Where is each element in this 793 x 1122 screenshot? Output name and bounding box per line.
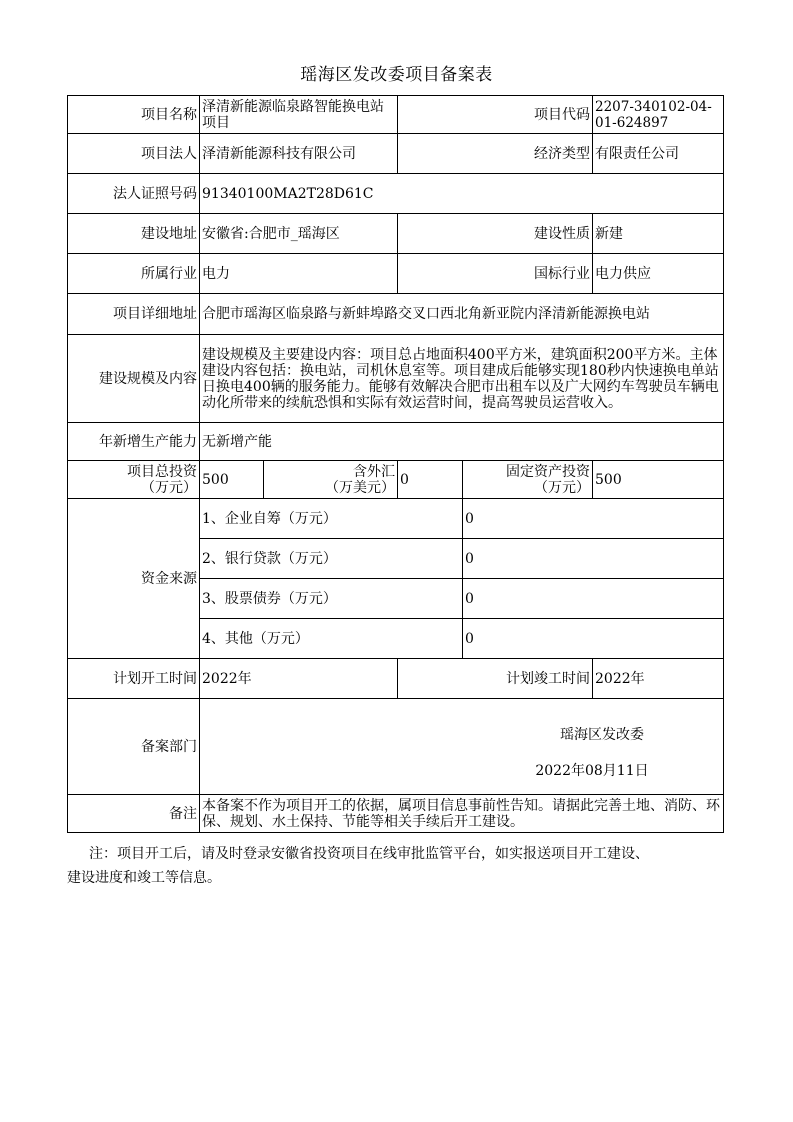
row-schedule [68,659,724,699]
fixed-assets-value: 500 [593,461,724,499]
planned-finish-value: 2022年 [593,659,724,699]
national-industry-value: 电力供应 [593,254,724,294]
row-scale [68,335,724,423]
license-label: 法人证照号码 [68,174,200,214]
total-investment-label-line1: 项目总投资 [127,463,197,480]
fixed-assets-label-line1: 固定资产投资 [506,463,590,480]
scale-value: 建设规模及主要建设内容：项目总占地面积400平方米，建筑面积200平方米。主体建设内容包括：换电站，司机休息室等。项目建成后能够实现180秒内快速换电单站日换电400辆的服务能力。能够有效解决合肥市出租车以及广大网约车驾驶员车辆电动化所带来的续航恐惧和实际有效运营时间，提高驾驶员运营收入。 [200,335,724,423]
capacity-label: 年新增生产能力 [68,423,200,461]
funding-item-value: 0 [463,579,724,619]
row-remark [68,795,724,833]
row-legal-person [68,134,724,174]
funding-item-value: 0 [463,499,724,539]
row-project-name [68,96,724,134]
location-value: 安徽省:合肥市_瑶海区 [200,214,398,254]
planned-finish-label: 计划竣工时间 [398,659,593,699]
industry-value: 电力 [200,254,398,294]
address-label: 项目详细地址 [68,294,200,335]
footnote-line1: 注：项目开工后，请及时登录安徽省投资项目在线审批监管平台，如实报送项目开工建设、 [89,846,649,862]
filing-date: 2022年08月11日 [535,763,649,779]
planned-start-value: 2022年 [200,659,398,699]
location-label: 建设地址 [68,214,200,254]
row-investment [68,461,724,499]
total-investment-value: 500 [200,461,264,499]
legal-person-value: 泽清新能源科技有限公司 [200,134,398,174]
remark-label: 备注 [68,795,200,833]
scale-label: 建设规模及内容 [68,335,200,423]
row-industry [68,254,724,294]
funding-item-label: 1、企业自筹（万元） [200,499,463,539]
industry-label: 所属行业 [68,254,200,294]
foreign-exchange-label-line1: 含外汇 [353,463,395,480]
license-value: 91340100MA2T28D61C [200,174,724,214]
nature-value: 新建 [593,214,724,254]
total-investment-label-line2: （万元） [141,479,197,496]
nature-label: 建设性质 [398,214,593,254]
form-title: 瑶海区发改委项目备案表 [300,65,493,85]
legal-person-label: 项目法人 [68,134,200,174]
funding-item-value: 0 [463,619,724,659]
project-name-label: 项目名称 [68,96,200,134]
filing-department-label: 备案部门 [68,699,200,795]
project-name-value: 泽清新能源临泉路智能换电站项目 [200,96,398,134]
national-industry-label: 国标行业 [398,254,593,294]
filing-department-cell [200,699,724,795]
row-department [68,699,724,795]
foreign-exchange-label-line2: （万美元） [325,479,395,496]
footnote-line2: 建设进度和竣工等信息。 [67,870,221,886]
funding-item-value: 0 [463,539,724,579]
filing-department-value: 瑶海区发改委 [560,727,644,743]
project-code-label: 项目代码 [398,96,593,134]
funding-item-label: 4、其他（万元） [200,619,463,659]
project-code-value: 2207-340102-04-01-624897 [593,96,724,134]
remark-value: 本备案不作为项目开工的依据，属项目信息事前性告知。请据此完善土地、消防、环保、规划、水土保持、节能等相关手续后开工建设。 [200,795,724,833]
row-funding-1 [68,499,724,539]
foreign-exchange-value: 0 [398,461,463,499]
foreign-exchange-label [264,461,398,499]
funding-item-label: 2、银行贷款（万元） [200,539,463,579]
fixed-assets-label-line2: （万元） [534,479,590,496]
address-value: 合肥市瑶海区临泉路与新蚌埠路交叉口西北角新亚院内泽清新能源换电站 [200,294,724,335]
economy-type-value: 有限责任公司 [593,134,724,174]
funding-source-label: 资金来源 [68,499,200,659]
capacity-value: 无新增产能 [200,423,724,461]
row-location [68,214,724,254]
footnote [67,842,739,890]
fixed-assets-label [463,461,593,499]
total-investment-label [68,461,200,499]
row-capacity [68,423,724,461]
filing-form-table [67,95,724,833]
funding-item-label: 3、股票债券（万元） [200,579,463,619]
economy-type-label: 经济类型 [398,134,593,174]
row-license [68,174,724,214]
planned-start-label: 计划开工时间 [68,659,200,699]
row-address [68,294,724,335]
